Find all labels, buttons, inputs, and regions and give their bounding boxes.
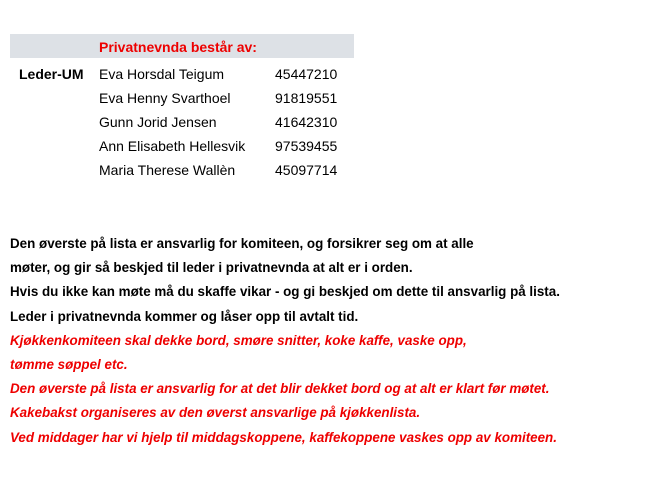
member-phone: 45097714	[275, 162, 338, 178]
member-phone: 45447210	[275, 66, 338, 82]
kitchen-instruction-line: tømme søppel etc.	[10, 357, 128, 373]
member-name: Eva Henny Svarthoel	[99, 90, 231, 106]
kitchen-instruction-line: Kakebakst organiseres av den øverst ansvarlige på kjøkkenlista.	[10, 405, 421, 421]
kitchen-instruction-line: Kjøkkenkomiteen skal dekke bord, smøre snitter, koke kaffe, vaske opp,	[10, 332, 467, 348]
member-phone: 41642310	[275, 114, 338, 130]
member-name: Maria Therese Wallèn	[99, 162, 236, 178]
instruction-line: Den øverste på lista er ansvarlig for komiteen, og forsikrer seg om at alle	[10, 236, 474, 251]
member-role: Leder-UM	[19, 66, 84, 82]
kitchen-instruction-line: Ved middager har vi hjelp til middagskoppene, kaffekoppene vaskes opp av komiteen.	[10, 429, 557, 445]
member-name: Ann Elisabeth Hellesvik	[99, 138, 246, 154]
instruction-line: Leder i privatnevnda kommer og låser opp til avtalt tid.	[10, 308, 359, 324]
member-name: Eva Horsdal Teigum	[99, 66, 225, 82]
kitchen-instruction-line: Den øverste på lista er ansvarlig for at det blir dekket bord og at alt er klart før møtet.	[10, 381, 550, 397]
member-name: Gunn Jorid Jensen	[99, 114, 217, 130]
instruction-line: Hvis du ikke kan møte må du skaffe vikar - og gi beskjed om dette til ansvarlig på lista.	[10, 284, 560, 300]
instruction-line: møter, og gir så beskjed til leder i privatnevnda at alt er i orden.	[10, 260, 413, 276]
committee-title: Privatnevnda består av:	[99, 39, 257, 55]
committee-header	[10, 34, 354, 58]
instructions	[10, 232, 650, 450]
member-phone: 91819551	[275, 90, 338, 106]
member-phone: 97539455	[275, 138, 338, 154]
